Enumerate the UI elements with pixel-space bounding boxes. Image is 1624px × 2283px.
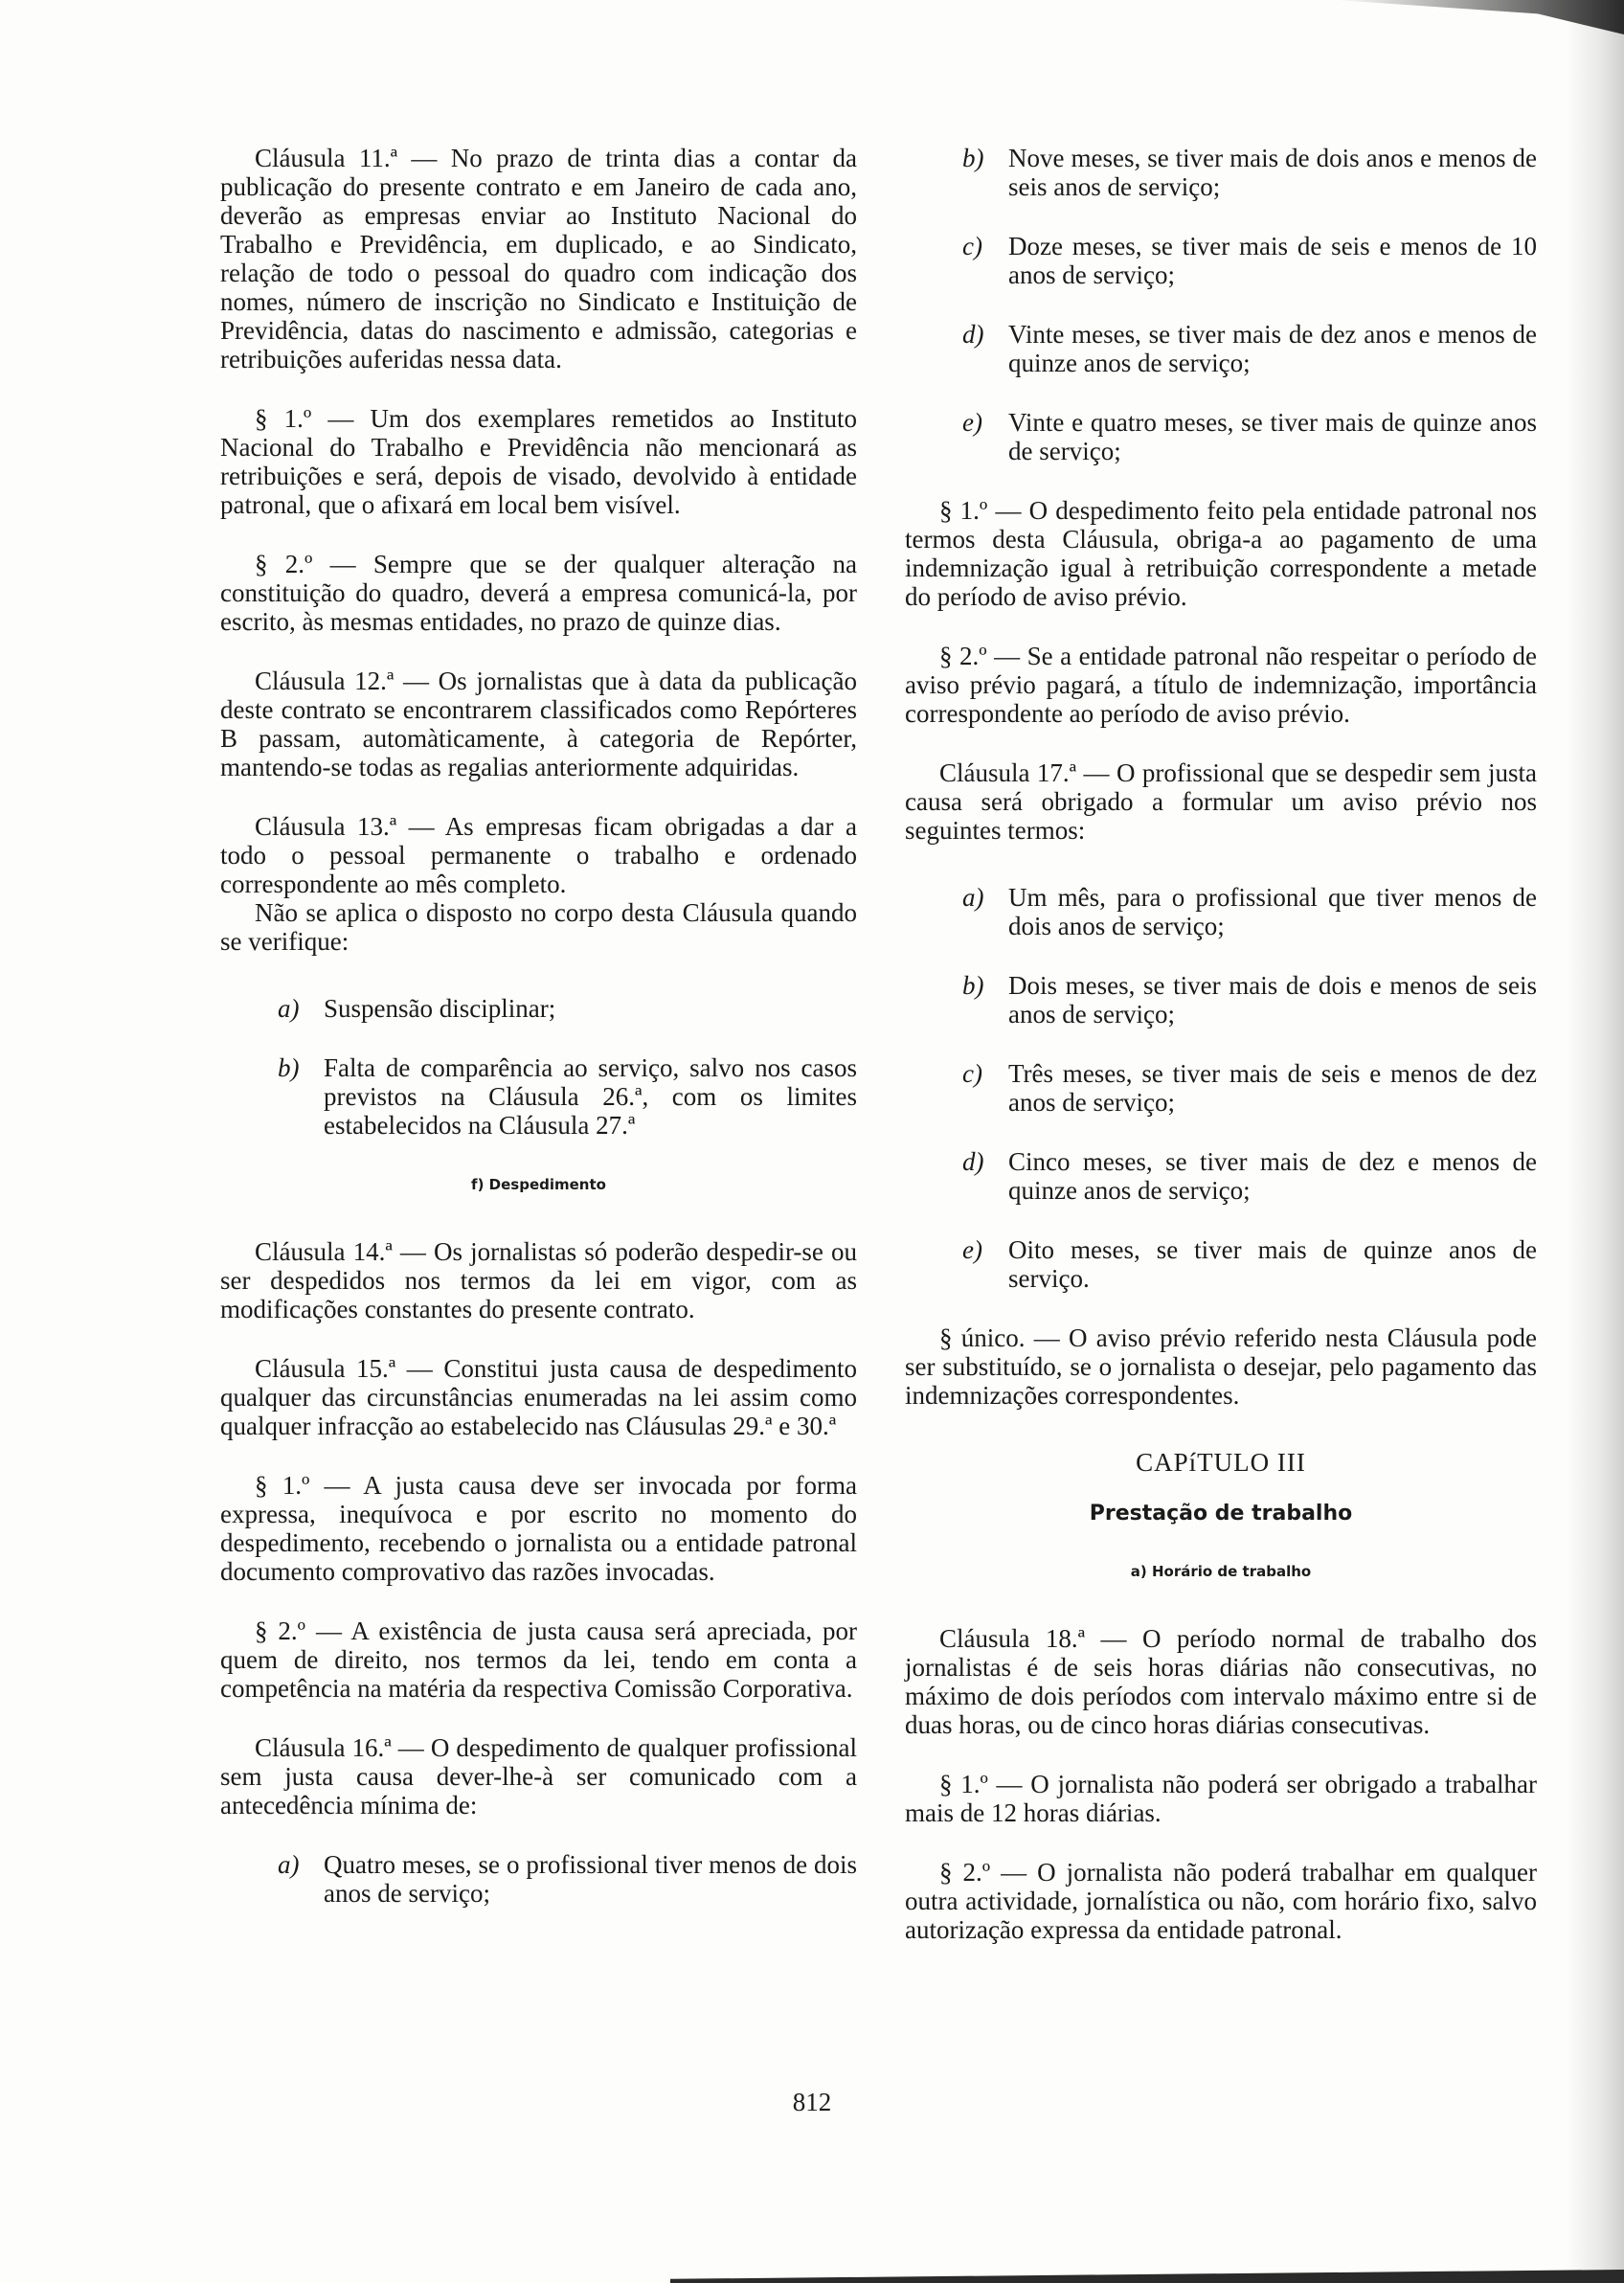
clause-16-item-b: b) Nove meses, se tiver mais de dois anos e menos de seis anos de serviço; <box>962 144 1537 201</box>
clause-17-item-d: d) Cinco meses, se tiver mais de dez e menos de quinze anos de serviço; <box>962 1147 1537 1205</box>
clause-16-item-d: d) Vinte meses, se tiver mais de dez anos e menos de quinze anos de serviço; <box>962 320 1537 377</box>
clause-16-item-e: e) Vinte e quatro meses, se tiver mais de quinze anos de serviço; <box>962 408 1537 465</box>
clause-17-item-a: a) Um mês, para o profissional que tiver menos de dois anos de serviço; <box>962 883 1537 940</box>
clause-13-item-b: b) Falta de comparência ao serviço, salvo nos casos previstos na Cláusula 26.ª, com os limites estabelecidos na Cláusula 27.ª <box>278 1053 857 1140</box>
clause-17-single-paragraph: § único. — O aviso prévio referido nesta Cláusula pode ser substituído, se o jornalista o desejar, pelo pagamento das indemnizações correspondentes. <box>905 1323 1537 1410</box>
clause-16-item-c: c) Doze meses, se tiver mais de seis e menos de 10 anos de serviço; <box>962 232 1537 289</box>
clause-11-paragraph-1: § 1.º — Um dos exemplares remetidos ao Instituto Nacional do Trabalho e Previdência não mencionará as retribuições e será, depois de visado, devolvido à entidade patronal, que o afixará em local bem visível. <box>220 404 857 519</box>
clause-13-exceptions-intro: Não se aplica o disposto no corpo desta Cláusula quando se verifique: <box>220 898 857 956</box>
clause-16: Cláusula 16.ª — O despedimento de qualquer profissional sem justa causa dever-lhe-à ser comunicado com a antecedência mínima de: <box>220 1733 857 1820</box>
scan-bottom-shadow <box>670 2270 1624 2283</box>
clause-14: Cláusula 14.ª — Os jornalistas só poderão despedir-se ou ser despedidos nos termos da lei em vigor, com as modificações constantes do presente contrato. <box>220 1237 857 1323</box>
clause-13: Cláusula 13.ª — As empresas ficam obrigadas a dar a todo o pessoal permanente o trabalho e ordenado correspondente ao mês completo. <box>220 812 857 898</box>
clause-13-item-a: a) Suspensão disciplinar; <box>278 994 556 1023</box>
subheading-horario: a) Horário de trabalho <box>1130 1563 1312 1580</box>
clause-15: Cláusula 15.ª — Constitui justa causa de despedimento qualquer das circunstâncias enumeradas na lei assim como qualquer infracção ao estabelecido nas Cláusulas 29.ª e 30.ª <box>220 1354 857 1440</box>
clause-18: Cláusula 18.ª — O período normal de trabalho dos jornalistas é de seis horas diárias não consecutivas, no máximo de dois períodos com intervalo máximo entre si de duas horas, ou de cinco horas diárias consecutivas. <box>905 1624 1537 1739</box>
clause-11-paragraph-2: § 2.º — Sempre que se der qualquer alteração na constituição do quadro, deverá a empresa comunicá-la, por escrito, às mesmas entidades, no prazo de quinze dias. <box>220 550 857 636</box>
clause-17: Cláusula 17.ª — O profissional que se despedir sem justa causa será obrigado a formular um aviso prévio nos seguintes termos: <box>905 758 1537 845</box>
clause-15-paragraph-2: § 2.º — A existência de justa causa será apreciada, por quem de direito, nos termos da lei, tendo em conta a competência na matéria da respectiva Comissão Corporativa. <box>220 1616 857 1703</box>
clause-17-item-b: b) Dois meses, se tiver mais de dois e menos de seis anos de serviço; <box>962 971 1537 1028</box>
clause-16-paragraph-1: § 1.º — O despedimento feito pela entidade patronal nos termos desta Cláusula, obriga-a ao pagamento de uma indemnização igual à retribuição correspondente a metade do período de aviso prévio. <box>905 496 1537 611</box>
clause-17-item-e: e) Oito meses, se tiver mais de quinze anos de serviço. <box>962 1235 1537 1293</box>
clause-16-item-a: a) Quatro meses, se o profissional tiver menos de dois anos de serviço; <box>278 1850 857 1908</box>
clause-16-paragraph-2: § 2.º — Se a entidade patronal não respeitar o período de aviso prévio pagará, a título de indemnização, importância correspondente ao período de aviso prévio. <box>905 642 1537 728</box>
clause-12: Cláusula 12.ª — Os jornalistas que à data da publicação deste contrato se encontrarem classificados como Repórteres B passam, automàticamente, à categoria de Repórter, mantendo-se todas as regalias anteriormente adquiridas. <box>220 667 857 781</box>
clause-18-paragraph-1: § 1.º — O jornalista não poderá ser obrigado a trabalhar mais de 12 horas diárias. <box>905 1770 1537 1827</box>
chapter-heading: CAPíTULO III <box>1136 1448 1306 1477</box>
clause-11: Cláusula 11.ª — No prazo de trinta dias a contar da publicação do presente contrato e em Janeiro de cada ano, deverão as empresas enviar ao Instituto Nacional do Trabalho e Previdência, em duplicado, e ao Sindicato, relação de todo o pessoal do quadro com indicação dos nomes, número de inscrição no Sindicato e Instituição de Previdência, datas do nascimento e admissão, categorias e retribuições auferidas nessa data. <box>220 144 857 373</box>
right-column <box>905 144 1537 1975</box>
clause-15-paragraph-1: § 1.º — A justa causa deve ser invocada por forma expressa, inequívoca e por escrito no momento do despedimento, recebendo o jornalista ou a entidade patronal documento comprovativo das razões invocadas. <box>220 1471 857 1586</box>
left-column <box>220 144 857 1938</box>
scan-edge-shadow <box>1567 0 1624 2283</box>
clause-17-item-c: c) Três meses, se tiver mais de seis e menos de dez anos de serviço; <box>962 1059 1537 1117</box>
section-title: Prestação de trabalho <box>1089 1502 1353 1526</box>
subheading-despedimento: f) Despedimento <box>471 1176 606 1193</box>
clause-18-paragraph-2: § 2.º — O jornalista não poderá trabalhar em qualquer outra actividade, jornalística ou não, com horário fixo, salvo autorização expressa da entidade patronal. <box>905 1858 1537 1944</box>
page-number: 812 <box>792 2088 832 2116</box>
